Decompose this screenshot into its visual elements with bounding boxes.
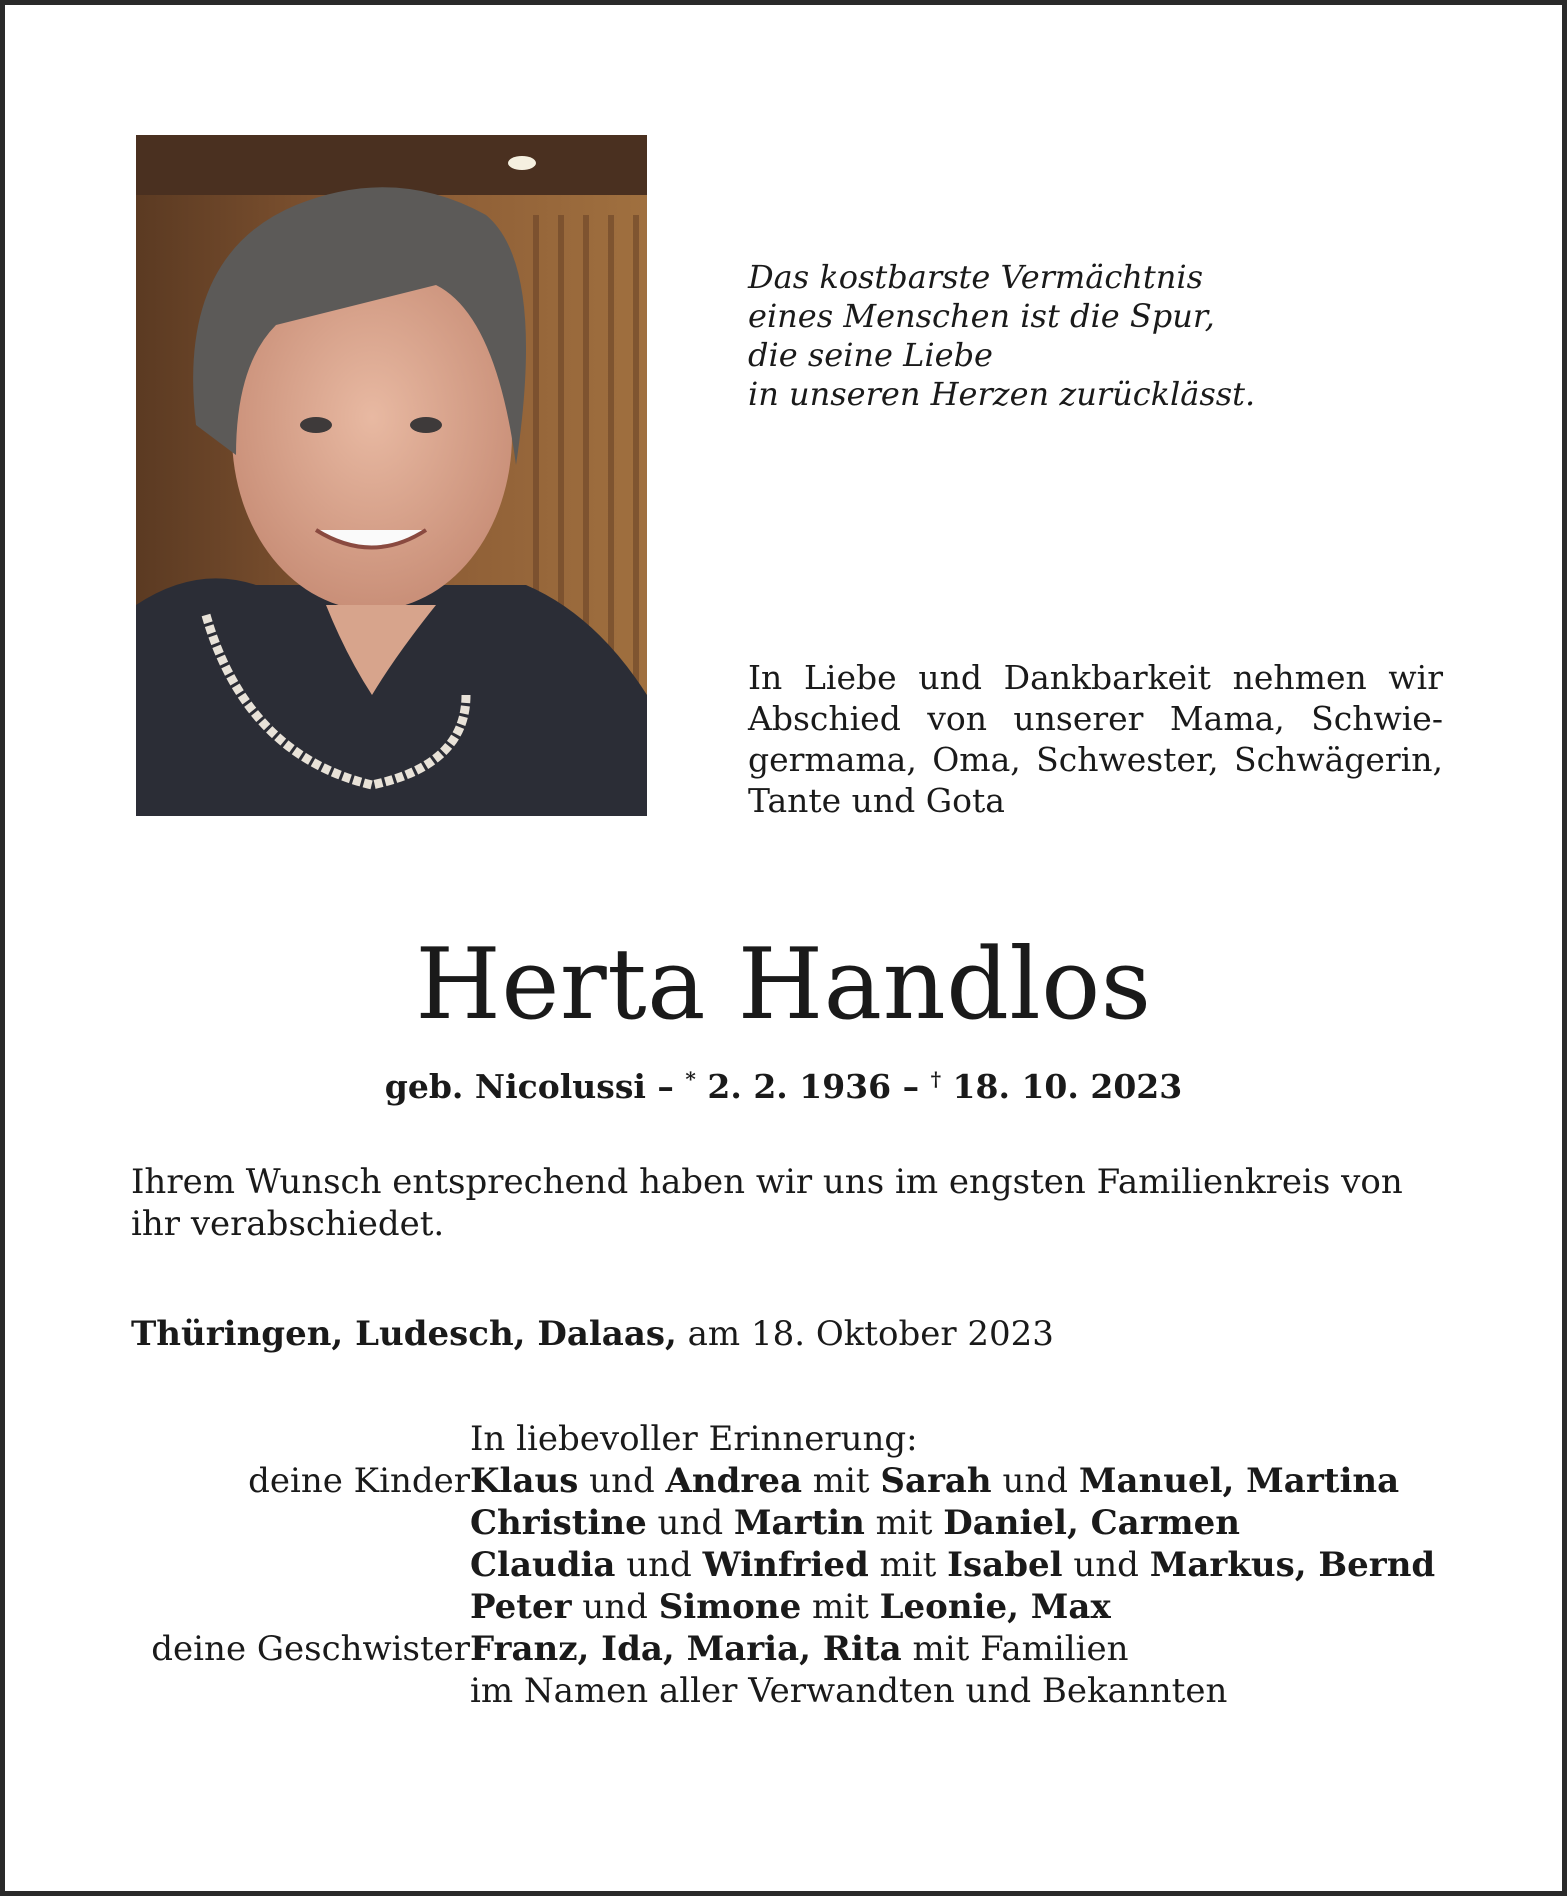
notice-date: am 18. Oktober 2023: [676, 1314, 1054, 1354]
dash: –: [645, 1067, 686, 1106]
dash: –: [891, 1067, 931, 1106]
connector: und: [1062, 1545, 1150, 1585]
closing-line: im Namen aller Verwandten und Bekannten: [470, 1671, 1228, 1711]
quote-line: die seine Liebe: [748, 336, 993, 374]
children-row: [0, 1460, 1567, 1502]
signoff-heading: In liebevoller Erinnerung:: [470, 1419, 918, 1459]
connector: und: [615, 1545, 703, 1585]
closing-row: [0, 1670, 1567, 1712]
children-line: [470, 1586, 1111, 1628]
portrait-photo: [136, 135, 647, 816]
mourner-name: Sarah: [880, 1461, 992, 1501]
mourner-name: Isabel: [947, 1545, 1063, 1585]
children-line: [470, 1544, 1435, 1586]
children-row: [0, 1502, 1567, 1544]
connector: und: [578, 1461, 666, 1501]
siblings-names: Franz, Ida, Maria, Rita: [470, 1629, 902, 1669]
children-label: deine Kinder: [248, 1461, 470, 1501]
signoff-block: [0, 1418, 1567, 1712]
connector: und: [571, 1587, 659, 1627]
wish-paragraph: Ihrem Wunsch entsprechend haben wir uns im engsten Familienkreis von ihr verabschiedet.: [131, 1162, 1403, 1244]
mourner-name: Manuel, Martina: [1078, 1461, 1400, 1501]
places: Thüringen, Ludesch, Dalaas,: [131, 1314, 677, 1354]
quote-line: in unseren Herzen zurücklässt.: [748, 375, 1256, 413]
siblings-line: [470, 1628, 1129, 1670]
mourner-name: Peter: [470, 1587, 572, 1627]
death-symbol: †: [930, 1067, 942, 1091]
children-line: [470, 1460, 1399, 1502]
mourner-name: Claudia: [470, 1545, 616, 1585]
birth-symbol: *: [685, 1067, 696, 1091]
intro-line: germama, Oma, Schwester, Schwägerin,: [748, 740, 1443, 779]
connector: mit: [801, 1587, 880, 1627]
mourner-name: Christine: [470, 1503, 647, 1543]
connector: mit: [868, 1545, 948, 1585]
connector: mit: [802, 1461, 881, 1501]
mourner-name: Klaus: [470, 1461, 579, 1501]
siblings-label: deine Geschwister: [151, 1629, 470, 1669]
deceased-name: Herta Handlos: [415, 928, 1152, 1042]
connector: und: [991, 1461, 1079, 1501]
mourner-name: Markus, Bernd: [1149, 1545, 1436, 1585]
mourner-name: Winfried: [702, 1545, 869, 1585]
mourner-name: Leonie, Max: [879, 1587, 1111, 1627]
mourner-name: Simone: [658, 1587, 802, 1627]
intro-line: Abschied von unserer Mama, Schwie-: [748, 699, 1443, 738]
children-row: [0, 1544, 1567, 1586]
quote-line: eines Menschen ist die Spur,: [748, 297, 1215, 335]
death-date: 18. 10. 2023: [941, 1067, 1183, 1106]
signoff-heading-row: [0, 1418, 1567, 1460]
siblings-row: [0, 1628, 1567, 1670]
birth-name: geb. Nicolussi: [384, 1067, 646, 1106]
mourner-name: Daniel, Carmen: [943, 1503, 1240, 1543]
children-line: [470, 1502, 1240, 1544]
place-date-line: [131, 1313, 1451, 1355]
farewell-intro: [748, 657, 1443, 821]
siblings-suffix: mit Familien: [901, 1629, 1129, 1669]
connector: mit: [864, 1503, 944, 1543]
children-row: [0, 1586, 1567, 1628]
intro-line: Tante und Gota: [748, 781, 1005, 820]
mourner-name: Martin: [733, 1503, 865, 1543]
quote-line: Das kostbarste Vermächtnis: [748, 258, 1203, 296]
connector: und: [646, 1503, 734, 1543]
life-dates: [0, 1059, 1567, 1107]
memorial-quote: [748, 258, 1488, 414]
birth-date: 2. 2. 1936: [695, 1067, 892, 1106]
mourner-name: Andrea: [665, 1461, 802, 1501]
intro-line: In Liebe und Dankbarkeit nehmen wir: [748, 658, 1443, 697]
